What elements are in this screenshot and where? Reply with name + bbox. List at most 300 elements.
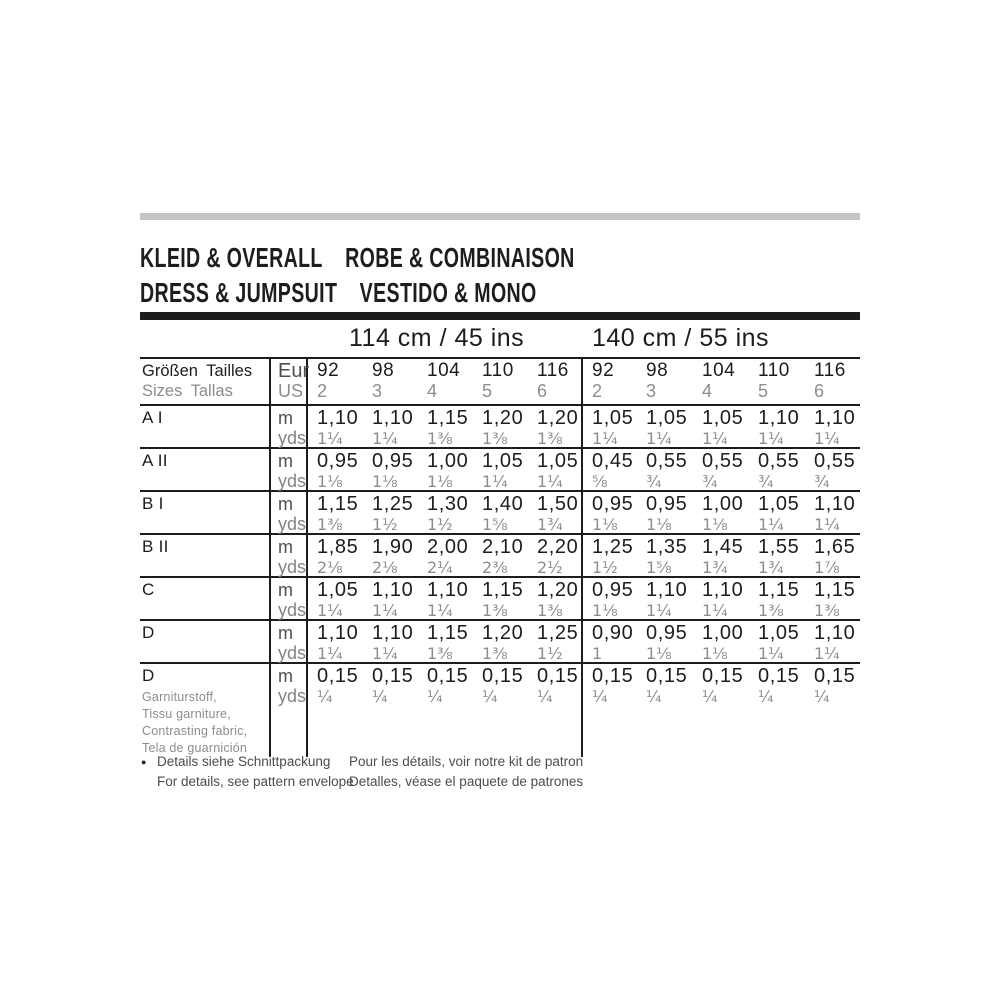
yards-value: ¼ — [702, 687, 718, 706]
value-cell — [308, 664, 363, 757]
yards-value: 1⅜ — [482, 429, 508, 448]
yards-value: 1⅜ — [427, 429, 453, 448]
yards-value: 1⅛ — [646, 515, 672, 534]
meter-value: 0,15 — [317, 665, 359, 687]
row-label: A I — [142, 408, 163, 427]
row-sublabel: Garniturstoff, — [142, 690, 217, 704]
title-line-1 — [140, 240, 575, 275]
yards-value: 1⅛ — [702, 515, 728, 534]
value-cell — [418, 406, 473, 448]
meter-value: 1,55 — [758, 536, 800, 558]
value-cell — [637, 664, 693, 757]
bullet-icon: ● — [141, 757, 147, 767]
value-cell — [363, 578, 418, 620]
yards-value: ¾ — [702, 472, 718, 491]
meter-value: 0,15 — [814, 665, 856, 687]
meter-value: 1,05 — [646, 407, 688, 429]
row-label-cell — [140, 621, 269, 663]
value-cell — [581, 406, 637, 448]
value-cell — [581, 449, 637, 491]
value-cell — [693, 621, 749, 663]
value-cell — [528, 449, 581, 491]
value-cell — [473, 535, 528, 577]
value-cell — [308, 406, 363, 448]
value-cell — [637, 578, 693, 620]
size-eur-value: 104 — [702, 360, 736, 381]
value-cell — [473, 578, 528, 620]
value-cell — [805, 578, 860, 620]
meter-value: 1,50 — [537, 493, 579, 515]
value-cell — [528, 621, 581, 663]
value-cell — [308, 578, 363, 620]
yards-value: 1¼ — [758, 644, 784, 663]
yards-value: 1⅛ — [317, 472, 343, 491]
meter-value: 0,15 — [372, 665, 414, 687]
meter-value: 1,15 — [427, 622, 469, 644]
meter-value: 0,15 — [646, 665, 688, 687]
value-cell — [637, 492, 693, 534]
value-cell — [418, 664, 473, 757]
table-row — [140, 404, 860, 447]
row-label-cell — [140, 406, 269, 448]
meter-value: 1,25 — [592, 536, 634, 558]
yards-value: 1⅞ — [814, 558, 840, 577]
yards-value: 1¼ — [537, 472, 563, 491]
yards-value: ¼ — [646, 687, 662, 706]
size-us-value: 5 — [482, 381, 493, 401]
unit-header-us: US — [278, 381, 304, 401]
size-eur-value: 110 — [482, 360, 514, 381]
value-cell — [805, 449, 860, 491]
meter-value: 1,10 — [372, 407, 414, 429]
yards-value: ¼ — [372, 687, 388, 706]
yards-value: 2½ — [537, 558, 563, 577]
meter-value: 0,90 — [592, 622, 634, 644]
row-label-cell — [140, 535, 269, 577]
value-cell — [473, 492, 528, 534]
meter-value: 1,35 — [646, 536, 688, 558]
meter-value: 0,95 — [646, 622, 688, 644]
fabric-table — [140, 357, 860, 755]
yards-value: 1⅛ — [646, 644, 672, 663]
value-cell — [308, 621, 363, 663]
title-german: KLEID & OVERALL — [140, 242, 323, 273]
size-eur-value: 116 — [537, 360, 569, 381]
yards-value: 1¾ — [702, 558, 728, 577]
yards-value: 1¼ — [317, 601, 343, 620]
row-label-cell — [140, 578, 269, 620]
value-cell — [473, 449, 528, 491]
meter-value: 0,15 — [592, 665, 634, 687]
meter-value: 0,15 — [702, 665, 744, 687]
yards-value: 1¼ — [702, 429, 728, 448]
meter-value: 1,05 — [537, 450, 579, 472]
title-spanish: VESTIDO & MONO — [359, 277, 537, 308]
value-cell — [693, 406, 749, 448]
value-cell — [749, 535, 805, 577]
value-cell — [363, 449, 418, 491]
yards-value: 1⅛ — [592, 515, 618, 534]
size-column-header — [693, 359, 749, 404]
meter-value: 1,90 — [372, 536, 414, 558]
meter-value: 1,10 — [372, 579, 414, 601]
meter-value: 0,55 — [814, 450, 856, 472]
yards-value: 1¼ — [646, 601, 672, 620]
row-label-cell — [140, 449, 269, 491]
value-cell — [749, 664, 805, 757]
yards-value: 1¼ — [646, 429, 672, 448]
value-cell — [805, 492, 860, 534]
unit-m-label: m — [278, 623, 293, 643]
table-row — [140, 576, 860, 619]
value-cell — [805, 535, 860, 577]
value-cell — [805, 406, 860, 448]
yards-value: 1⅝ — [646, 558, 672, 577]
yards-value: 2⅛ — [317, 558, 343, 577]
meter-value: 0,55 — [758, 450, 800, 472]
yards-value: 1⅛ — [592, 601, 618, 620]
value-cell — [363, 535, 418, 577]
table-row — [140, 619, 860, 662]
size-eur-value: 116 — [814, 360, 846, 381]
size-us-value: 2 — [317, 381, 328, 401]
yards-value: ¼ — [427, 687, 443, 706]
unit-m-label: m — [278, 580, 293, 600]
row-sublabel: Tela de guarnición — [142, 741, 248, 755]
size-eur-value: 92 — [317, 360, 340, 381]
value-cell — [693, 492, 749, 534]
unit-m-label: m — [278, 408, 293, 428]
value-cell — [749, 406, 805, 448]
unit-cell — [269, 578, 308, 620]
value-cell — [581, 621, 637, 663]
yards-value: ¾ — [646, 472, 662, 491]
meter-value: 0,95 — [646, 493, 688, 515]
yards-value: 1½ — [372, 515, 398, 534]
value-cell — [308, 535, 363, 577]
value-cell — [693, 535, 749, 577]
meter-value: 1,00 — [427, 450, 469, 472]
row-label-cell — [140, 492, 269, 534]
meter-value: 2,10 — [482, 536, 524, 558]
size-label-line2: Sizes Tallas — [142, 382, 233, 400]
row-label: D — [142, 623, 155, 642]
title-french: ROBE & COMBINAISON — [345, 242, 575, 273]
meter-value: 1,15 — [758, 579, 800, 601]
page-title — [140, 240, 761, 310]
meter-value: 1,10 — [646, 579, 688, 601]
meter-value: 1,05 — [482, 450, 524, 472]
value-cell — [637, 449, 693, 491]
unit-cell — [269, 664, 308, 757]
row-label: D — [142, 666, 155, 685]
yards-value: 1¼ — [814, 644, 840, 663]
yards-value: 1¾ — [758, 558, 784, 577]
meter-value: 1,25 — [537, 622, 579, 644]
meter-value: 1,05 — [317, 579, 359, 601]
size-column-header — [805, 359, 860, 404]
yards-value: 1¼ — [592, 429, 618, 448]
value-cell — [363, 406, 418, 448]
value-cell — [693, 449, 749, 491]
value-cell — [418, 578, 473, 620]
meter-value: 1,10 — [317, 407, 359, 429]
meter-value: 2,00 — [427, 536, 469, 558]
yards-value: ¼ — [317, 687, 333, 706]
meter-value: 1,25 — [372, 493, 414, 515]
meter-value: 0,95 — [592, 579, 634, 601]
size-eur-value: 92 — [592, 360, 615, 381]
yards-value: 1⅜ — [814, 601, 840, 620]
yards-value: 1⅛ — [372, 472, 398, 491]
content-area — [140, 0, 860, 1000]
meter-value: 1,00 — [702, 493, 744, 515]
value-cell — [418, 492, 473, 534]
title-english: DRESS & JUMPSUIT — [140, 277, 338, 308]
value-cell — [528, 664, 581, 757]
yards-value: 1¼ — [372, 601, 398, 620]
table-header-row — [140, 357, 860, 404]
unit-cell — [269, 492, 308, 534]
size-column-header — [363, 359, 418, 404]
meter-value: 1,10 — [814, 622, 856, 644]
row-label: A II — [142, 451, 168, 470]
footer-spanish: Detalles, véase el paquete de patrones — [349, 774, 584, 789]
meter-value: 1,45 — [702, 536, 744, 558]
meter-value: 1,00 — [702, 622, 744, 644]
unit-header-cell — [269, 359, 308, 404]
meter-value: 0,15 — [482, 665, 524, 687]
size-us-value: 6 — [537, 381, 548, 401]
value-cell — [308, 492, 363, 534]
size-us-value: 3 — [372, 381, 383, 401]
footer-german: Details siehe Schnittpackung — [157, 754, 331, 769]
size-eur-value: 98 — [372, 360, 395, 381]
unit-yds-label: yds — [278, 600, 307, 620]
fabric-width-140-header: 140 cm / 55 ins — [592, 324, 770, 352]
size-us-value: 4 — [427, 381, 438, 401]
value-cell — [363, 664, 418, 757]
yards-value: 1¼ — [758, 515, 784, 534]
meter-value: 1,10 — [317, 622, 359, 644]
row-sublabels — [142, 689, 269, 757]
value-cell — [473, 406, 528, 448]
value-cell — [581, 535, 637, 577]
size-column-header — [308, 359, 363, 404]
meter-value: 1,10 — [814, 493, 856, 515]
value-cell — [749, 449, 805, 491]
yards-value: ¼ — [758, 687, 774, 706]
value-cell — [363, 492, 418, 534]
meter-value: 1,05 — [702, 407, 744, 429]
size-us-value: 4 — [702, 381, 713, 401]
meter-value: 0,55 — [702, 450, 744, 472]
size-column-header — [528, 359, 581, 404]
value-cell — [528, 406, 581, 448]
size-eur-value: 110 — [758, 360, 790, 381]
top-divider-bar — [140, 213, 860, 220]
meter-value: 1,10 — [814, 407, 856, 429]
meter-value: 0,95 — [592, 493, 634, 515]
value-cell — [581, 578, 637, 620]
value-cell — [418, 449, 473, 491]
yards-value: 2⅜ — [482, 558, 508, 577]
size-eur-value: 98 — [646, 360, 669, 381]
value-cell — [581, 492, 637, 534]
size-label-cell — [140, 359, 269, 404]
row-label: C — [142, 580, 155, 599]
meter-value: 1,65 — [814, 536, 856, 558]
value-cell — [418, 535, 473, 577]
yards-value: 1¼ — [317, 644, 343, 663]
unit-yds-label: yds — [278, 686, 307, 706]
meter-value: 0,95 — [317, 450, 359, 472]
value-cell — [637, 621, 693, 663]
size-column-header — [749, 359, 805, 404]
yards-value: 1¼ — [482, 472, 508, 491]
row-sublabel: Tissu garniture, — [142, 707, 231, 721]
value-cell — [693, 664, 749, 757]
unit-m-label: m — [278, 666, 293, 686]
meter-value: 1,20 — [537, 407, 579, 429]
size-eur-value: 104 — [427, 360, 461, 381]
yards-value: ¾ — [758, 472, 774, 491]
yards-value: ¼ — [482, 687, 498, 706]
value-cell — [363, 621, 418, 663]
meter-value: 0,55 — [646, 450, 688, 472]
meter-value: 1,10 — [427, 579, 469, 601]
yards-value: 1⅜ — [482, 644, 508, 663]
yards-value: 1¼ — [372, 644, 398, 663]
size-column-header — [581, 359, 637, 404]
meter-value: 1,15 — [317, 493, 359, 515]
value-cell — [308, 449, 363, 491]
meter-value: 1,20 — [537, 579, 579, 601]
size-us-value: 2 — [592, 381, 603, 401]
unit-cell — [269, 535, 308, 577]
value-cell — [473, 664, 528, 757]
row-sublabel: Contrasting fabric, — [142, 724, 248, 738]
yards-value: 1⅛ — [427, 472, 453, 491]
value-cell — [749, 492, 805, 534]
value-cell — [528, 578, 581, 620]
unit-m-label: m — [278, 537, 293, 557]
unit-yds-label: yds — [278, 557, 307, 577]
yards-value: 1⅜ — [317, 515, 343, 534]
yards-value: ¼ — [592, 687, 608, 706]
unit-cell — [269, 621, 308, 663]
yards-value: 1¾ — [537, 515, 563, 534]
meter-value: 1,10 — [758, 407, 800, 429]
unit-yds-label: yds — [278, 471, 307, 491]
meter-value: 1,15 — [814, 579, 856, 601]
meter-value: 0,45 — [592, 450, 634, 472]
yards-value: 1⅜ — [758, 601, 784, 620]
footer-english: For details, see pattern envelope — [157, 774, 354, 789]
value-cell — [581, 664, 637, 757]
yards-value: 1¼ — [427, 601, 453, 620]
yards-value: 1¼ — [317, 429, 343, 448]
meter-value: 1,85 — [317, 536, 359, 558]
unit-cell — [269, 406, 308, 448]
yards-value: 1¼ — [758, 429, 784, 448]
unit-m-label: m — [278, 451, 293, 471]
meter-value: 1,30 — [427, 493, 469, 515]
meter-value: 0,15 — [758, 665, 800, 687]
row-label: B II — [142, 537, 169, 556]
size-us-value: 6 — [814, 381, 825, 401]
yards-value: 1¼ — [702, 601, 728, 620]
yards-value: 1½ — [537, 644, 563, 663]
row-label: B I — [142, 494, 164, 513]
title-line-2 — [140, 275, 575, 310]
size-label-line1: Größen Tailles — [142, 362, 253, 380]
yards-value: ¾ — [814, 472, 830, 491]
fabric-width-114-header: 114 cm / 45 ins — [349, 324, 525, 352]
meter-value: 1,05 — [592, 407, 634, 429]
yards-value: 1⅛ — [702, 644, 728, 663]
footer-spacer — [141, 772, 157, 791]
table-row — [140, 490, 860, 533]
yards-value: 1⅜ — [482, 601, 508, 620]
unit-yds-label: yds — [278, 514, 307, 534]
table-row — [140, 533, 860, 576]
meter-value: 1,20 — [482, 407, 524, 429]
yards-value: 1½ — [427, 515, 453, 534]
title-underline-bar — [140, 312, 860, 320]
meter-value: 1,10 — [372, 622, 414, 644]
yards-value: 1¼ — [814, 515, 840, 534]
meter-value: 0,15 — [427, 665, 469, 687]
footer-note — [141, 752, 583, 791]
value-cell — [693, 578, 749, 620]
value-cell — [473, 621, 528, 663]
value-cell — [805, 621, 860, 663]
meter-value: 1,20 — [482, 622, 524, 644]
value-cell — [418, 621, 473, 663]
size-us-value: 3 — [646, 381, 657, 401]
unit-m-label: m — [278, 494, 293, 514]
value-cell — [805, 664, 860, 757]
yards-value: 1 — [592, 644, 603, 663]
yards-value: ¼ — [814, 687, 830, 706]
value-cell — [637, 535, 693, 577]
yards-value: 2⅛ — [372, 558, 398, 577]
size-column-header — [637, 359, 693, 404]
fabric-width-headers — [140, 324, 860, 356]
value-cell — [637, 406, 693, 448]
meter-value: 0,95 — [372, 450, 414, 472]
meter-value: 1,05 — [758, 622, 800, 644]
yards-value: 1⅜ — [427, 644, 453, 663]
value-cell — [749, 578, 805, 620]
meter-value: 1,15 — [482, 579, 524, 601]
table-row — [140, 662, 860, 755]
yards-value: ⅝ — [592, 472, 608, 491]
meter-value: 1,10 — [702, 579, 744, 601]
unit-header-eur: Eur — [278, 360, 310, 382]
size-column-header — [473, 359, 528, 404]
value-cell — [749, 621, 805, 663]
meter-value: 1,05 — [758, 493, 800, 515]
footer-french: Pour les détails, voir notre kit de patron — [349, 754, 584, 769]
unit-yds-label: yds — [278, 428, 307, 448]
yards-value: 1⅝ — [482, 515, 508, 534]
unit-cell — [269, 449, 308, 491]
yards-value: 1¼ — [372, 429, 398, 448]
unit-yds-label: yds — [278, 643, 307, 663]
size-column-header — [418, 359, 473, 404]
